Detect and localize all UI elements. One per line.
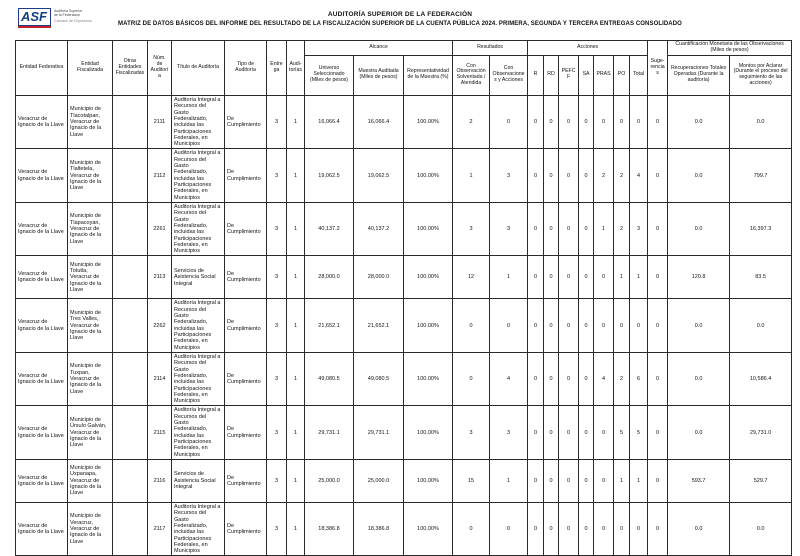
cell-rd: 0 (544, 502, 559, 556)
cell-pras: 0 (594, 459, 614, 502)
cell-otras-entidades (113, 459, 148, 502)
table-row (16, 95, 792, 149)
cell-r: 0 (528, 149, 544, 203)
cell-obs-acciones: 3 (490, 149, 528, 203)
cell-pefcf: 0 (559, 149, 579, 203)
cell-obs-solventada: 3 (453, 202, 490, 256)
cell-po: 0 (614, 299, 630, 353)
cell-recuperaciones: 593.7 (668, 459, 730, 502)
cell-pefcf: 0 (559, 202, 579, 256)
cell-tipo: De Cumplimiento (225, 502, 267, 556)
cell-auditorias: 1 (287, 256, 305, 299)
cell-entrega: 3 (267, 202, 287, 256)
cell-representatividad: 100.00% (404, 459, 453, 502)
cell-tipo: De Cumplimiento (225, 406, 267, 460)
cell-recuperaciones: 0.0 (668, 352, 730, 406)
cell-r: 0 (528, 502, 544, 556)
cell-pras: 0 (594, 406, 614, 460)
cell-muestra: 16,066.4 (354, 95, 404, 149)
cell-entrega: 3 (267, 149, 287, 203)
cell-po: 1 (614, 256, 630, 299)
cell-rd: 0 (544, 149, 559, 203)
cell-entidad-fiscalizada: Municipio de Veracruz, Veracruz de Ignacio de la Llave (68, 502, 113, 556)
cell-sa: 0 (579, 406, 594, 460)
cell-recuperaciones: 0.0 (668, 95, 730, 149)
cell-otras-entidades (113, 256, 148, 299)
cell-sugerencias: 0 (648, 202, 668, 256)
cell-entidad-fiscalizada: Municipio de Tres Valles, Veracruz de Ignacio de la Llave (68, 299, 113, 353)
cell-titulo: Servicios de Asistencia Social Integral (172, 256, 225, 299)
cell-tipo: De Cumplimiento (225, 299, 267, 353)
cell-universo: 29,731.1 (305, 406, 354, 460)
group-header-alcance: Alcance (305, 41, 453, 56)
cell-sugerencias: 0 (648, 459, 668, 502)
col-header-entidad-federativa: Entidad Federativa (16, 41, 68, 96)
col-header-obs-acciones: Con Observaciones y Acciones (490, 55, 528, 95)
cell-r: 0 (528, 95, 544, 149)
cell-sugerencias: 0 (648, 502, 668, 556)
cell-obs-solventada: 1 (453, 149, 490, 203)
cell-auditorias: 1 (287, 299, 305, 353)
cell-recuperaciones: 0.0 (668, 502, 730, 556)
cell-num-auditoria: 2117 (148, 502, 172, 556)
col-header-entrega: Entrega (267, 41, 287, 96)
cell-universo: 28,000.0 (305, 256, 354, 299)
cell-entidad-federativa: Veracruz de Ignacio de la Llave (16, 299, 68, 353)
cell-pefcf: 0 (559, 352, 579, 406)
col-header-entidad-fiscalizada: Entidad Fiscalizada (68, 41, 113, 96)
cell-obs-acciones: 3 (490, 406, 528, 460)
cell-rd: 0 (544, 459, 559, 502)
cell-sa: 0 (579, 256, 594, 299)
cell-titulo: Auditoría Integral a Recursos del Gasto Federalizado, incluidas las Participaciones Federales, en Municipios (172, 352, 225, 406)
cell-entidad-federativa: Veracruz de Ignacio de la Llave (16, 502, 68, 556)
cell-sa: 0 (579, 502, 594, 556)
table-row (16, 459, 792, 502)
cell-pras: 0 (594, 256, 614, 299)
cell-po: 1 (614, 459, 630, 502)
cell-num-auditoria: 2261 (148, 202, 172, 256)
cell-sa: 0 (579, 202, 594, 256)
table-body (16, 95, 792, 556)
cell-obs-solventada: 0 (453, 299, 490, 353)
table-row (16, 299, 792, 353)
cell-auditorias: 1 (287, 459, 305, 502)
cell-montos-aclarar: 529.7 (730, 459, 792, 502)
cell-otras-entidades (113, 502, 148, 556)
cell-universo: 21,652.1 (305, 299, 354, 353)
asf-logo-mark (18, 8, 51, 26)
report-title (0, 11, 800, 27)
cell-entidad-fiscalizada: Municipio de Tlaltetela, Veracruz de Ignacio de la Llave (68, 149, 113, 203)
cell-montos-aclarar: 799.7 (730, 149, 792, 203)
col-header-r: R (528, 55, 544, 95)
cell-rd: 0 (544, 256, 559, 299)
cell-otras-entidades (113, 299, 148, 353)
cell-total: 0 (630, 299, 648, 353)
cell-entrega: 3 (267, 256, 287, 299)
cell-pras: 1 (594, 202, 614, 256)
cell-otras-entidades (113, 202, 148, 256)
cell-sa: 0 (579, 149, 594, 203)
cell-pefcf: 0 (559, 406, 579, 460)
cell-entrega: 3 (267, 352, 287, 406)
table-row (16, 256, 792, 299)
cell-pras: 0 (594, 502, 614, 556)
cell-num-auditoria: 2112 (148, 149, 172, 203)
cell-entrega: 3 (267, 459, 287, 502)
cell-otras-entidades (113, 352, 148, 406)
cell-po: 2 (614, 149, 630, 203)
cell-entidad-fiscalizada: Municipio de Tlacotalpan, Veracruz de Ignacio de la Llave (68, 95, 113, 149)
cell-universo: 40,137.2 (305, 202, 354, 256)
cell-auditorias: 1 (287, 202, 305, 256)
col-header-sugerencias: Suge-rencias (648, 41, 668, 96)
cell-obs-solventada: 0 (453, 502, 490, 556)
asf-logo-line1: Auditoría Superior (54, 9, 83, 13)
cell-po: 0 (614, 502, 630, 556)
cell-po: 0 (614, 95, 630, 149)
cell-pras: 0 (594, 299, 614, 353)
asf-logo-abbr: ASF (21, 9, 47, 24)
cell-titulo: Auditoría Integral a Recursos del Gasto Federalizado, incluidas las Participaciones Federales, en Municipios (172, 299, 225, 353)
cell-tipo: De Cumplimiento (225, 202, 267, 256)
col-header-auditorias: Audi-torías (287, 41, 305, 96)
table-row (16, 406, 792, 460)
cell-obs-solventada: 12 (453, 256, 490, 299)
cell-total: 0 (630, 502, 648, 556)
col-header-recuperaciones: Recuperaciones Totales Operadas (Durante la auditoría) (668, 55, 730, 95)
cell-auditorias: 1 (287, 502, 305, 556)
cell-obs-acciones: 0 (490, 95, 528, 149)
cell-universo: 25,000.0 (305, 459, 354, 502)
cell-pras: 4 (594, 352, 614, 406)
col-header-otras-entidades: Otras Entidades Fiscalizadas (113, 41, 148, 96)
cell-muestra: 19,062.5 (354, 149, 404, 203)
table-row (16, 202, 792, 256)
asf-logo-line3: Cámara de Diputados (54, 18, 92, 23)
col-header-muestra: Muestra Auditada (Miles de pesos) (354, 55, 404, 95)
cell-r: 0 (528, 406, 544, 460)
cell-universo: 19,062.5 (305, 149, 354, 203)
cell-representatividad: 100.00% (404, 95, 453, 149)
cell-representatividad: 100.00% (404, 352, 453, 406)
table-head (16, 41, 792, 96)
cell-rd: 0 (544, 95, 559, 149)
cell-otras-entidades (113, 406, 148, 460)
cell-tipo: De Cumplimiento (225, 459, 267, 502)
cell-entidad-fiscalizada: Municipio de Uxpanapa, Veracruz de Ignacio de la Llave (68, 459, 113, 502)
audit-matrix-table (15, 40, 792, 556)
asf-logo-text (54, 8, 92, 23)
cell-obs-acciones: 4 (490, 352, 528, 406)
cell-total: 3 (630, 202, 648, 256)
asf-logo (18, 8, 92, 26)
cell-num-auditoria: 2113 (148, 256, 172, 299)
cell-titulo: Auditoría Integral a Recursos del Gasto Federalizado, incluidas las Participaciones Federales, en Municipios (172, 202, 225, 256)
cell-titulo: Auditoría Integral a Recursos del Gasto Federalizado, incluidas las Participaciones Federales, en Municipios (172, 406, 225, 460)
cell-montos-aclarar: 16,397.3 (730, 202, 792, 256)
cell-obs-acciones: 1 (490, 459, 528, 502)
cell-pefcf: 0 (559, 502, 579, 556)
cell-entrega: 3 (267, 502, 287, 556)
cell-r: 0 (528, 352, 544, 406)
cell-po: 2 (614, 202, 630, 256)
cell-tipo: De Cumplimiento (225, 256, 267, 299)
cell-num-auditoria: 2115 (148, 406, 172, 460)
cell-pras: 2 (594, 149, 614, 203)
col-header-tipo: Tipo de Auditoría (225, 41, 267, 96)
cell-sugerencias: 0 (648, 95, 668, 149)
cell-entrega: 3 (267, 95, 287, 149)
cell-pefcf: 0 (559, 95, 579, 149)
cell-auditorias: 1 (287, 352, 305, 406)
cell-tipo: De Cumplimiento (225, 95, 267, 149)
cell-muestra: 18,386.8 (354, 502, 404, 556)
cell-representatividad: 100.00% (404, 299, 453, 353)
cell-auditorias: 1 (287, 406, 305, 460)
cell-total: 1 (630, 256, 648, 299)
cell-recuperaciones: 0.0 (668, 202, 730, 256)
cell-pefcf: 0 (559, 256, 579, 299)
cell-tipo: De Cumplimiento (225, 352, 267, 406)
cell-obs-acciones: 1 (490, 256, 528, 299)
col-header-pefcf: PEFCF (559, 55, 579, 95)
cell-tipo: De Cumplimiento (225, 149, 267, 203)
cell-montos-aclarar: 0.0 (730, 299, 792, 353)
cell-total: 5 (630, 406, 648, 460)
cell-entidad-federativa: Veracruz de Ignacio de la Llave (16, 202, 68, 256)
cell-sugerencias: 0 (648, 149, 668, 203)
cell-universo: 18,386.8 (305, 502, 354, 556)
col-header-rd: RD (544, 55, 559, 95)
cell-entidad-federativa: Veracruz de Ignacio de la Llave (16, 256, 68, 299)
cell-montos-aclarar: 0.0 (730, 95, 792, 149)
cell-universo: 16,066.4 (305, 95, 354, 149)
cell-entrega: 3 (267, 406, 287, 460)
cell-entidad-federativa: Veracruz de Ignacio de la Llave (16, 352, 68, 406)
cell-sa: 0 (579, 299, 594, 353)
cell-montos-aclarar: 0.0 (730, 502, 792, 556)
cell-rd: 0 (544, 202, 559, 256)
cell-sa: 0 (579, 459, 594, 502)
cell-entidad-federativa: Veracruz de Ignacio de la Llave (16, 459, 68, 502)
cell-pefcf: 0 (559, 459, 579, 502)
cell-montos-aclarar: 29,731.0 (730, 406, 792, 460)
group-header-resultados: Resultados (453, 41, 528, 56)
report-title-line1: AUDITORÍA SUPERIOR DE LA FEDERACIÓN (327, 11, 473, 18)
cell-po: 2 (614, 352, 630, 406)
col-header-titulo: Título de Auditoría (172, 41, 225, 96)
cell-entidad-fiscalizada: Municipio de Úrsulo Galván, Veracruz de Ignacio de la Llave (68, 406, 113, 460)
cell-entidad-fiscalizada: Municipio de Tuxpan, Veracruz de Ignacio de la Llave (68, 352, 113, 406)
cell-entrega: 3 (267, 299, 287, 353)
cell-sa: 0 (579, 95, 594, 149)
cell-obs-solventada: 3 (453, 406, 490, 460)
cell-muestra: 29,731.1 (354, 406, 404, 460)
cell-rd: 0 (544, 406, 559, 460)
cell-recuperaciones: 0.0 (668, 149, 730, 203)
table-row (16, 149, 792, 203)
cell-obs-solventada: 15 (453, 459, 490, 502)
col-header-total: Total (630, 55, 648, 95)
cell-titulo: Servicios de Asistencia Social Integral (172, 459, 225, 502)
group-header-acciones: Acciones (528, 41, 648, 56)
col-header-representatividad: Representatividad de la Muestra (%) (404, 55, 453, 95)
cell-entidad-fiscalizada: Municipio de Tlapacoyan, Veracruz de Ignacio de la Llave (68, 202, 113, 256)
cell-representatividad: 100.00% (404, 502, 453, 556)
cell-representatividad: 100.00% (404, 149, 453, 203)
cell-num-auditoria: 2116 (148, 459, 172, 502)
cell-titulo: Auditoría Integral a Recursos del Gasto Federalizado, incluidas las Participaciones Federales, en Municipios (172, 95, 225, 149)
cell-num-auditoria: 2114 (148, 352, 172, 406)
header-row-groups (16, 41, 792, 56)
cell-recuperaciones: 0.0 (668, 299, 730, 353)
cell-total: 4 (630, 149, 648, 203)
cell-obs-acciones: 3 (490, 202, 528, 256)
cell-pefcf: 0 (559, 299, 579, 353)
col-header-po: PO (614, 55, 630, 95)
cell-otras-entidades (113, 149, 148, 203)
cell-sugerencias: 0 (648, 406, 668, 460)
cell-muestra: 40,137.2 (354, 202, 404, 256)
cell-rd: 0 (544, 352, 559, 406)
cell-sugerencias: 0 (648, 299, 668, 353)
cell-sugerencias: 0 (648, 256, 668, 299)
cell-muestra: 49,080.5 (354, 352, 404, 406)
group-header-cuantificacion: Cuantificación Monetaria de las Observaciones (Miles de pesos) (668, 41, 792, 56)
cell-rd: 0 (544, 299, 559, 353)
cell-representatividad: 100.00% (404, 406, 453, 460)
cell-total: 0 (630, 95, 648, 149)
cell-r: 0 (528, 256, 544, 299)
cell-sugerencias: 0 (648, 352, 668, 406)
cell-auditorias: 1 (287, 149, 305, 203)
col-header-sa: SA (579, 55, 594, 95)
cell-r: 0 (528, 202, 544, 256)
cell-total: 1 (630, 459, 648, 502)
cell-representatividad: 100.00% (404, 256, 453, 299)
cell-otras-entidades (113, 95, 148, 149)
cell-entidad-fiscalizada: Municipio de Totutla, Veracruz de Ignacio de la Llave (68, 256, 113, 299)
cell-titulo: Auditoría Integral a Recursos del Gasto Federalizado, incluidas las Participaciones Federales, en Municipios (172, 149, 225, 203)
asf-logo-line2: de la Federación (54, 13, 81, 18)
report-header (0, 0, 800, 38)
table-row (16, 352, 792, 406)
table-row (16, 502, 792, 556)
cell-num-auditoria: 2111 (148, 95, 172, 149)
cell-montos-aclarar: 10,586.4 (730, 352, 792, 406)
cell-obs-acciones: 0 (490, 299, 528, 353)
cell-pras: 0 (594, 95, 614, 149)
cell-entidad-federativa: Veracruz de Ignacio de la Llave (16, 95, 68, 149)
report-title-line2: MATRIZ DE DATOS BÁSICOS DEL INFORME DEL RESULTADO DE LA FISCALIZACIÓN SUPERIOR DE LA CUENTA PÚBLICA 2024. PRIMERA, SEGUNDA Y TERCERA ENTREGAS CONSOLIDADO (118, 21, 682, 27)
col-header-obs-solventada: Con Observación Solventada / Atendida (453, 55, 490, 95)
cell-recuperaciones: 120.8 (668, 256, 730, 299)
col-header-num-auditoria: Núm. de Auditoría (148, 41, 172, 96)
cell-obs-acciones: 0 (490, 502, 528, 556)
col-header-pras: PRAS (594, 55, 614, 95)
cell-montos-aclarar: 83.5 (730, 256, 792, 299)
cell-po: 5 (614, 406, 630, 460)
cell-obs-solventada: 2 (453, 95, 490, 149)
cell-total: 6 (630, 352, 648, 406)
cell-muestra: 21,652.1 (354, 299, 404, 353)
cell-muestra: 25,000.0 (354, 459, 404, 502)
cell-obs-solventada: 0 (453, 352, 490, 406)
cell-auditorias: 1 (287, 95, 305, 149)
cell-num-auditoria: 2262 (148, 299, 172, 353)
cell-titulo: Auditoría Integral a Recursos del Gasto Federalizado, incluidas las Participaciones Federales, en Municipios (172, 502, 225, 556)
cell-universo: 49,080.5 (305, 352, 354, 406)
cell-sa: 0 (579, 352, 594, 406)
col-header-montos-aclarar: Montos por Aclarar (Durante el proceso del seguimiento de las acciones) (730, 55, 792, 95)
cell-entidad-federativa: Veracruz de Ignacio de la Llave (16, 149, 68, 203)
cell-entidad-federativa: Veracruz de Ignacio de la Llave (16, 406, 68, 460)
cell-recuperaciones: 0.0 (668, 406, 730, 460)
col-header-universo: Universo Seleccionado (Miles de pesos) (305, 55, 354, 95)
cell-r: 0 (528, 299, 544, 353)
cell-r: 0 (528, 459, 544, 502)
cell-representatividad: 100.00% (404, 202, 453, 256)
cell-muestra: 28,000.0 (354, 256, 404, 299)
